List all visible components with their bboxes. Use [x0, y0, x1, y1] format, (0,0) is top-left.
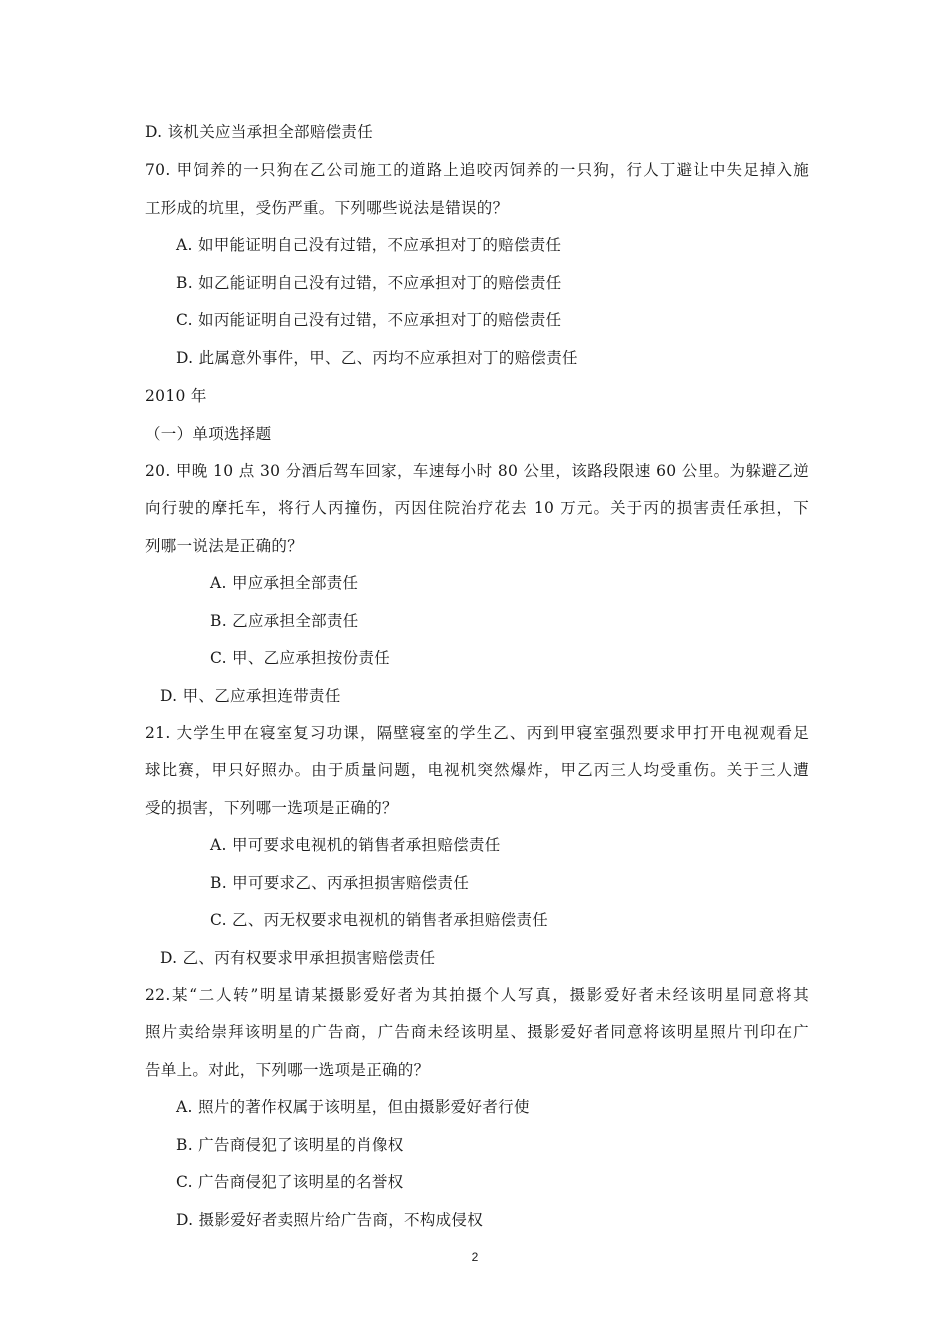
question-22-line-3: 告单上。对此，下列哪一选项是正确的？ — [145, 1061, 430, 1079]
option-a: A. 甲应承担全部责任 — [210, 574, 359, 592]
option-d: D. 乙、丙有权要求甲承担损害赔偿责任 — [160, 949, 436, 967]
option-d: D. 摄影爱好者卖照片给广告商，不构成侵权 — [176, 1211, 484, 1229]
option-d: D. 甲、乙应承担连带责任 — [160, 687, 341, 705]
question-22-line-2: 照片卖给崇拜该明星的广告商，广告商未经该明星、摄影爱好者同意将该明星照片刊印在广 — [145, 1023, 809, 1041]
option-c: C. 甲、乙应承担按份责任 — [210, 649, 391, 667]
question-21-line-3: 受的损害，下列哪一选项是正确的？ — [145, 799, 398, 817]
question-20-line-3: 列哪一说法是正确的？ — [145, 537, 304, 555]
year-heading: 2010 年 — [145, 387, 207, 405]
option-c: C. 广告商侵犯了该明星的名誉权 — [176, 1173, 404, 1191]
option-a: A. 如甲能证明自己没有过错，不应承担对丁的赔偿责任 — [176, 236, 562, 254]
question-21-line-1: 21. 大学生甲在寝室复习功课，隔壁寝室的学生乙、丙到甲寝室强烈要求甲打开电视观看足 — [145, 724, 809, 742]
option-a: A. 照片的著作权属于该明星，但由摄影爱好者行使 — [176, 1098, 530, 1116]
question-70-line-1: 70. 甲饲养的一只狗在乙公司施工的道路上追咬丙饲养的一只狗，行人丁避让中失足掉入施 — [145, 161, 809, 179]
question-20-line-1: 20. 甲晚 10 点 30 分酒后驾车回家，车速每小时 80 公里，该路段限速 60 公里。为躲避乙逆 — [145, 462, 809, 480]
page-number: 2 — [471, 1250, 479, 1264]
question-20-line-2: 向行驶的摩托车，将行人丙撞伤，丙因住院治疗花去 10 万元。关于丙的损害责任承担，下 — [145, 499, 809, 517]
question-22-line-1: 22.某“二人转”明星请某摄影爱好者为其拍摄个人写真，摄影爱好者未经该明星同意将其 — [145, 986, 809, 1004]
option-c: C. 乙、丙无权要求电视机的销售者承担赔偿责任 — [210, 911, 549, 929]
option-b: B. 广告商侵犯了该明星的肖像权 — [176, 1136, 404, 1154]
text-line: D. 该机关应当承担全部赔偿责任 — [145, 123, 374, 141]
option-d: D. 此属意外事件，甲、乙、丙均不应承担对丁的赔偿责任 — [176, 349, 578, 367]
section-heading: （一）单项选择题 — [145, 425, 272, 443]
option-b: B. 甲可要求乙、丙承担损害赔偿责任 — [210, 874, 470, 892]
option-b: B. 如乙能证明自己没有过错，不应承担对丁的赔偿责任 — [176, 274, 562, 292]
question-21-line-2: 球比赛，甲只好照办。由于质量问题，电视机突然爆炸，甲乙丙三人均受重伤。关于三人遭 — [145, 761, 809, 779]
option-b: B. 乙应承担全部责任 — [210, 612, 359, 630]
option-a: A. 甲可要求电视机的销售者承担赔偿责任 — [210, 836, 501, 854]
question-70-line-2: 工形成的坑里，受伤严重。下列哪些说法是错误的？ — [145, 199, 509, 217]
option-c: C. 如丙能证明自己没有过错，不应承担对丁的赔偿责任 — [176, 311, 562, 329]
